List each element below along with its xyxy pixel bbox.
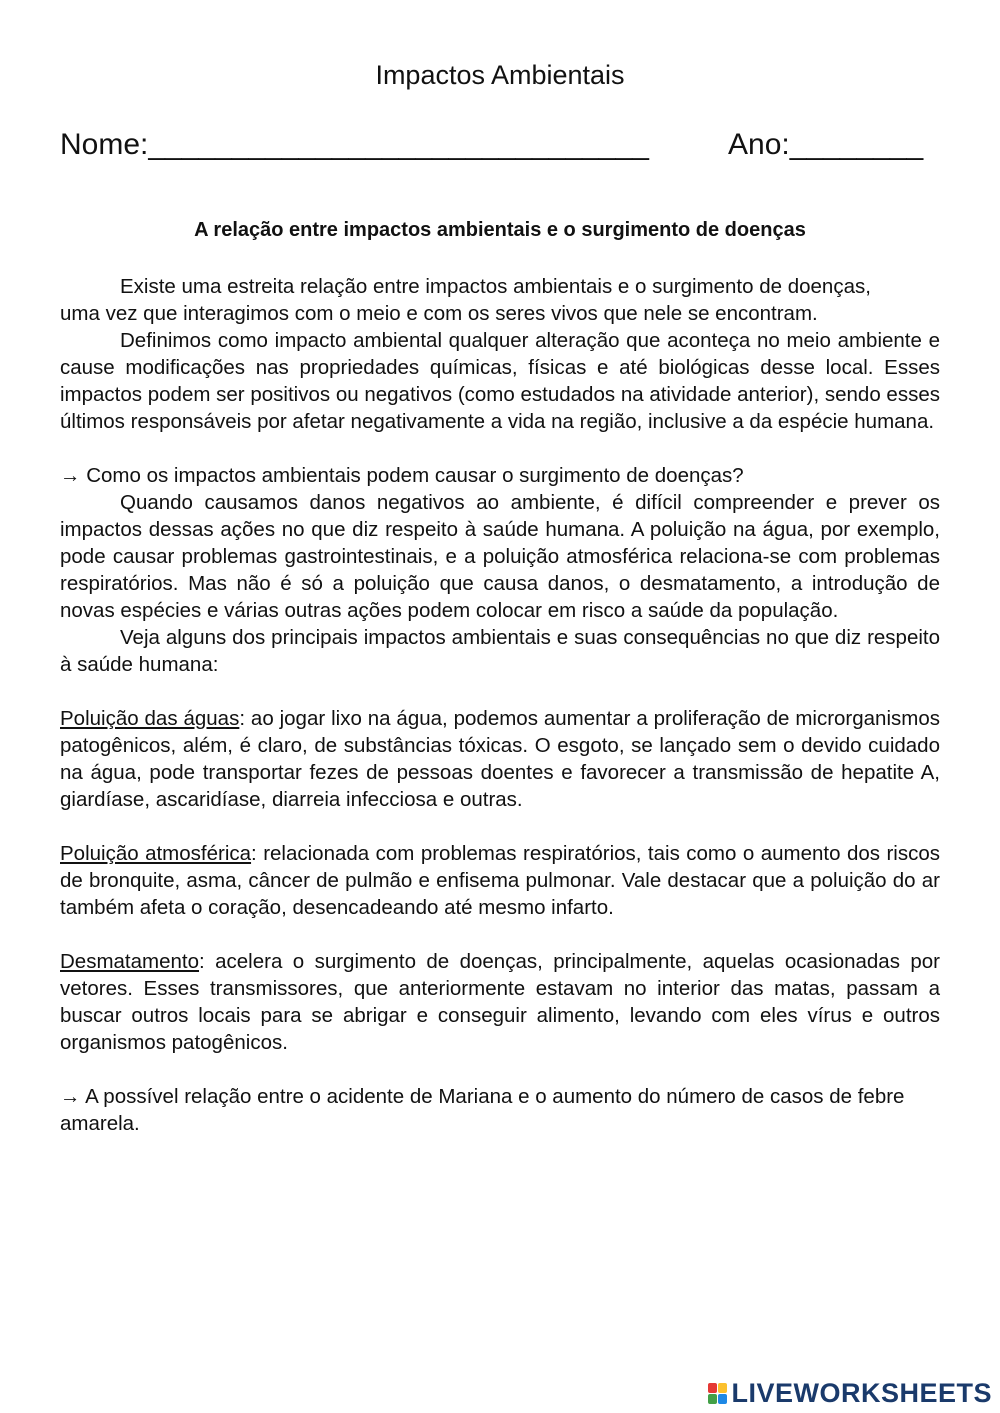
logo-block-yellow: [718, 1383, 727, 1393]
paragraph-definition: Definimos como impacto ambiental qualquer alteração que aconteça no meio ambiente e cause modificações nas propriedades químicas, físicas e até biológicas desse local. Esses impactos podem ser positivos ou negativos (como estudados na atividade anterior), sendo esses últimos responsáveis por afetar negativamente a vida na região, inclusive a da espécie humana.: [60, 329, 940, 433]
water-pollution-text: : ao jogar lixo na água, podemos aumentar a proliferação de microrganismos patogênicos, além, é claro, de substâncias tóxicas. O esgoto, se lançado sem o devido cuidado na água, pode transportar fezes de pessoas doentes e favorecer a transmissão de hepatite A, giardíase, ascaridíase, diarreia infecciosa e outras.: [60, 707, 940, 811]
logo-text: LIVEWORKSHEETS: [731, 1378, 992, 1408]
nome-field[interactable]: Nome:______________________________: [60, 128, 649, 161]
air-pollution-title: Poluição atmosférica: [60, 842, 252, 865]
paragraph-intro-line1: Existe uma estreita relação entre impactos ambientais e o surgimento de doenças,: [120, 275, 871, 298]
liveworksheets-logo: [708, 1378, 992, 1409]
water-pollution-title: Poluição das águas: [60, 707, 240, 730]
article-subtitle: A relação entre impactos ambientais e o surgimento de doenças: [194, 219, 806, 241]
logo-block-blue: [718, 1394, 727, 1404]
logo-block-red: [708, 1383, 717, 1393]
page-title: Impactos Ambientais: [375, 60, 625, 90]
question-diseases: → Como os impactos ambientais podem causar o surgimento de doenças?: [60, 464, 744, 487]
name-year-line: [60, 128, 940, 162]
logo-block-green: [708, 1394, 717, 1404]
air-pollution-text: : relacionada com problemas respiratórios, tais como o aumento dos riscos de bronquite, asma, câncer de pulmão e enfisema pulmonar. Vale destacar que a poluição do ar também afeta o coração, desencadeando até mesmo infarto.: [60, 842, 940, 919]
ano-field[interactable]: Ano:________: [728, 128, 924, 161]
question-mariana: → A possível relação entre o acidente de Mariana e o aumento do número de casos de febre amarela.: [60, 1085, 905, 1135]
paragraph-main-impacts: Veja alguns dos principais impactos ambientais e suas consequências no que diz respeito à saúde humana:: [60, 626, 940, 676]
deforestation-title: Desmatamento: [60, 950, 200, 973]
deforestation-text: : acelera o surgimento de doenças, principalmente, aquelas ocasionadas por vetores. Esses transmissores, que anteriormente estavam no interior das matas, passam a buscar outros locais para se abrigar e conseguir alimento, levando com eles vírus e outros organismos patogênicos.: [60, 950, 940, 1054]
section-air-pollution: [60, 840, 940, 921]
logo-blocks-icon: [708, 1383, 727, 1404]
paragraph-damage: Quando causamos danos negativos ao ambiente, é difícil compreender e prever os impactos dessas ações no que diz respeito à saúde humana. A poluição na água, por exemplo, pode causar problemas gastrointestinais, e a poluição atmosférica relaciona-se com problemas respiratórios. Mas não é só a poluição que causa danos, o desmatamento, a introdução de novas espécies e várias outras ações podem colocar em risco a saúde da população.: [60, 491, 940, 622]
section-deforestation: [60, 948, 940, 1056]
paragraph-intro-line2: uma vez que interagimos com o meio e com os seres vivos que nele se encontram.: [60, 302, 818, 325]
section-water-pollution: [60, 705, 940, 813]
article-body: [60, 273, 940, 1137]
